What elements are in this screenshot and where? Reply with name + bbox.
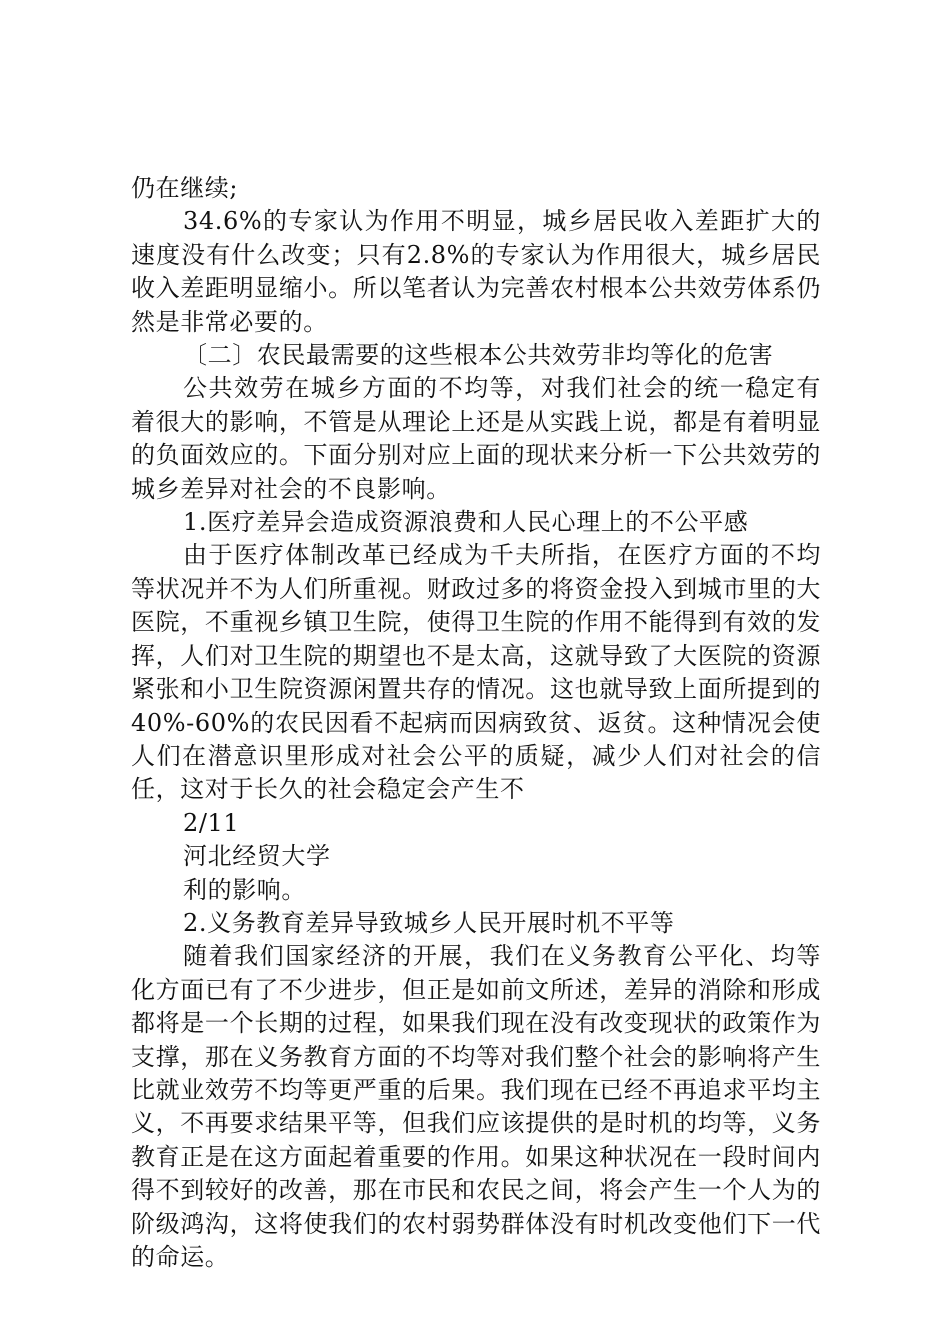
institution-name: 河北经贸大学 <box>183 842 331 871</box>
document-body <box>131 172 821 1274</box>
subheading-medical-difference: 1.医疗差异会造成资源浪费和人民心理上的不公平感 <box>183 508 749 537</box>
paragraph-fragment: 利的影响。 <box>183 875 306 904</box>
paragraph-public-service-inequality: 公共效劳在城乡方面的不均等，对我们社会的统一稳定有着很大的影响，不管是从理论上还是从实践上说，都是有着明显的负面效应的。下面分别对应上面的现状来分析一下公共效劳的城乡差异对社会的不良影响。 <box>131 374 821 503</box>
paragraph-continuation: 仍在继续; <box>131 174 239 202</box>
page-number: 2/11 <box>183 808 240 837</box>
paragraph-education-difference: 随着我们国家经济的开展，我们在义务教育公平化、均等化方面已有了不少进步，但正是如前文所述，差异的消除和形成都将是一个长期的过程，如果我们现在没有改变现状的政策作为支撑，那在义务教育方面的不均等对我们整个社会的影响将产生比就业效劳不均等更严重的后果。我们现在已经不再追求平均主义，不再要求结果平等，但我们应该提供的是时机的均等，义务教育正是在这方面起着重要的作用。如果这种状况在一段时间内得不到较好的改善，那在市民和农民之间，将会产生一个人为的阶级鸿沟，这将使我们的农村弱势群体没有时机改变他们下一代的命运。 <box>131 942 821 1271</box>
subheading-education-difference: 2.义务教育差异导致城乡人民开展时机不平等 <box>183 908 675 937</box>
section-heading-two: 〔二〕农民最需要的这些根本公共效劳非均等化的危害 <box>183 341 774 370</box>
paragraph-expert-survey: 34.6%的专家认为作用不明显，城乡居民收入差距扩大的速度没有什么改变；只有2.8%的专家认为作用很大，城乡居民收入差距明显缩小。所以笔者认为完善农村根本公共效劳体系仍然是非常必要的。 <box>131 207 821 336</box>
paragraph-medical-difference: 由于医疗体制改革已经成为千夫所指，在医疗方面的不均等状况并不为人们所重视。财政过多的将资金投入到城市里的大医院，不重视乡镇卫生院，使得卫生院的作用不能得到有效的发挥，人们对卫生院的期望也不是太高，这就导致了大医院的资源紧张和小卫生院资源闲置共存的情况。这也就导致上面所提到的40%-60%的农民因看不起病而因病致贫、返贫。这种情况会使人们在潜意识里形成对社会公平的质疑，减少人们对社会的信任，这对于长久的社会稳定会产生不 <box>131 541 821 804</box>
